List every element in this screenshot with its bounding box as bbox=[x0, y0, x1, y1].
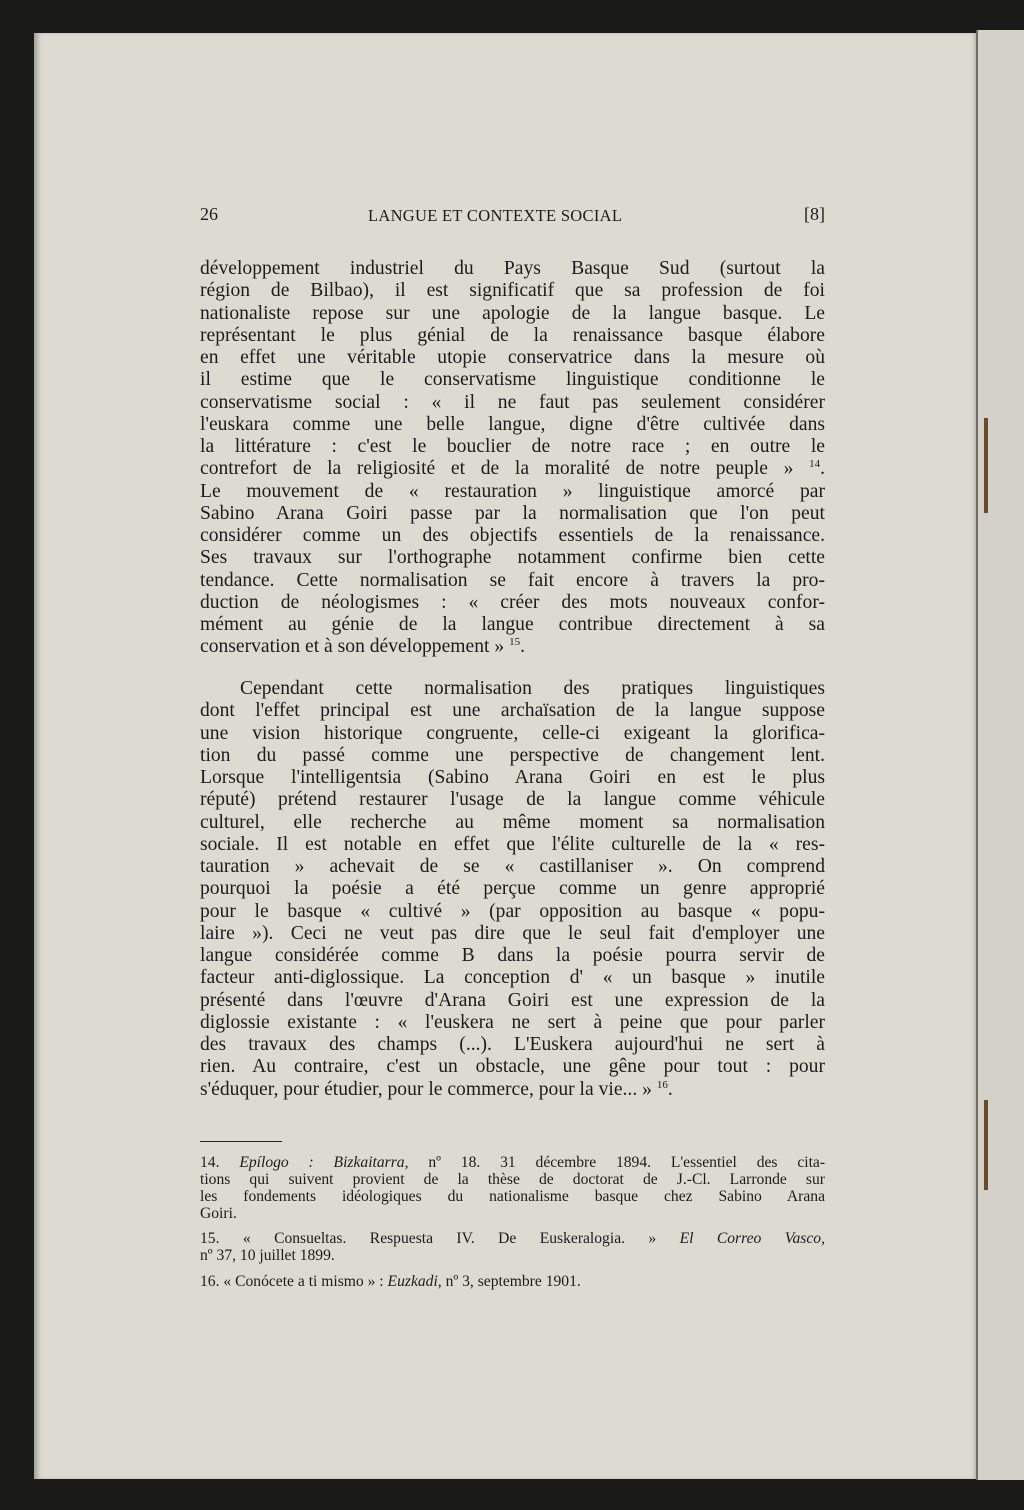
footnote-line bbox=[200, 1230, 825, 1247]
text-line: pourquoi la poésie a été perçue comme un genre approprié bbox=[200, 878, 825, 900]
next-page-edge bbox=[976, 30, 1024, 1480]
text-line: sociale. Il est notable en effet que l'élite culturelle de la « res- bbox=[200, 833, 825, 855]
footnote-text: 16. « Conócete a ti mismo » : bbox=[200, 1273, 388, 1290]
footnote-line bbox=[200, 1171, 825, 1188]
footnote-line bbox=[200, 1273, 825, 1290]
text-line bbox=[200, 636, 825, 658]
footnote-line bbox=[200, 1188, 825, 1205]
text-line: la littérature : c'est le bouclier de notre race ; en outre le bbox=[200, 436, 825, 457]
binding-stitch bbox=[984, 418, 988, 513]
text-line: des travaux des champs (...). L'Euskera aujourd'hui ne sert à bbox=[200, 1034, 825, 1055]
text-line: il estime que le conservatisme linguistique conditionne le bbox=[200, 369, 825, 391]
text-line: conservatisme social : « il ne faut pas seulement considérer bbox=[200, 391, 825, 413]
text-line: tion du passé comme une perspective de changement lent. bbox=[200, 744, 825, 766]
footnote-line bbox=[200, 1154, 825, 1171]
footnote-text: les fondements idéologiques du nationalisme basque chez Sabino Arana bbox=[200, 1188, 825, 1205]
text-line: région de Bilbao), il est significatif que sa profession de foi bbox=[200, 280, 825, 302]
text-line: Sabino Arana Goiri passe par la normalisation que l'on peut bbox=[200, 502, 825, 524]
text-line: facteur anti-diglossique. La conception d' « un basque » inutile bbox=[200, 967, 825, 989]
running-title: LANGUE ET CONTEXTE SOCIAL bbox=[368, 206, 623, 225]
footnote-ref: 14 bbox=[809, 458, 821, 471]
text-line bbox=[200, 1079, 825, 1101]
line-punct: . bbox=[667, 1078, 673, 1100]
text-line: diglossie existante : « l'euskera ne sert à peine que pour parler bbox=[200, 1011, 825, 1033]
text-line: Lorsque l'intelligentsia (Sabino Arana Goiri en est le plus bbox=[200, 767, 825, 788]
footnote-text: Goiri. bbox=[200, 1205, 237, 1222]
text-line: culturel, elle recherche au même moment sa normalisation bbox=[200, 811, 825, 833]
text-line: une vision historique congruente, celle-ci exigeant la glorifica- bbox=[200, 722, 825, 744]
text-line: Ses travaux sur l'orthographe notamment confirme bien cette bbox=[200, 547, 825, 569]
footnote-line bbox=[200, 1247, 825, 1264]
text-line: langue considérée comme B dans la poésie pourra servir de bbox=[200, 945, 825, 966]
footnote-text: tions qui suivent provient de la thèse de doctorat de J.-Cl. Larronde sur bbox=[200, 1171, 825, 1188]
footnote-ref: 16 bbox=[656, 1078, 668, 1091]
footnote-rule bbox=[200, 1141, 282, 1142]
footnote-16 bbox=[200, 1273, 825, 1290]
line-text: conservation et à son développement » bbox=[200, 636, 510, 658]
footnote-text: 15. « Consueltas. Respuesta IV. De Euskeralogia. » bbox=[200, 1230, 680, 1247]
footnote-line bbox=[200, 1205, 825, 1222]
page-number: 26 bbox=[200, 204, 218, 224]
section-number: [8] bbox=[804, 204, 825, 224]
line-text: contrefort de la religiosité et de la moralité de notre peuple » bbox=[200, 458, 810, 480]
line-punct: . bbox=[520, 636, 525, 658]
text-line: l'euskara comme une belle langue, digne d'être cultivée dans bbox=[200, 413, 825, 435]
footnote-text: nº 37, 10 juillet 1899. bbox=[200, 1247, 335, 1264]
binding-stitch bbox=[984, 1100, 988, 1190]
text-line: en effet une véritable utopie conservatrice dans la mesure où bbox=[200, 347, 825, 368]
text-line: présenté dans l'œuvre d'Arana Goiri est une expression de la bbox=[200, 989, 825, 1011]
text-line: considérer comme un des objectifs essentiels de la renaissance. bbox=[200, 525, 825, 546]
footnote-ref: 15 bbox=[509, 636, 521, 649]
text-line: duction de néologismes : « créer des mots nouveaux confor- bbox=[200, 591, 825, 613]
text-line: laire »). Ceci ne veut pas dire que le seul fait d'employer une bbox=[200, 922, 825, 944]
footnote-14 bbox=[200, 1154, 825, 1222]
text-line: mément au génie de la langue contribue directement à sa bbox=[200, 614, 825, 635]
text-line bbox=[200, 458, 825, 480]
paragraph-2 bbox=[200, 678, 825, 1101]
line-text: s'éduquer, pour étudier, pour le commerce, pour la vie... » bbox=[200, 1078, 657, 1100]
footnote-15 bbox=[200, 1230, 825, 1264]
footnote-text: nº 18. 31 décembre 1894. L'essentiel des cita- bbox=[408, 1154, 826, 1171]
paragraph-1 bbox=[200, 258, 825, 659]
running-header bbox=[200, 204, 825, 228]
text-line: réputé) prétend restaurer l'usage de la langue comme véhicule bbox=[200, 789, 825, 811]
footnote-text: 14. bbox=[200, 1154, 240, 1171]
text-line: tendance. Cette normalisation se fait encore à travers la pro- bbox=[200, 569, 825, 591]
text-line: nationaliste repose sur une apologie de la langue basque. Le bbox=[200, 302, 825, 324]
footnote-text: nº 3, septembre 1901. bbox=[441, 1273, 581, 1290]
text-line: pour le basque « cultivé » (par opposition au basque « popu- bbox=[200, 900, 825, 922]
text-line: dont l'effet principal est une archaïsation de la langue suppose bbox=[200, 700, 825, 722]
text-line: tauration » achevait de se « castillaniser ». On comprend bbox=[200, 856, 825, 877]
text-line: rien. Au contraire, c'est un obstacle, une gêne pour tout : pour bbox=[200, 1056, 825, 1078]
citation-title: Epílogo : Bizkaitarra, bbox=[239, 1154, 409, 1171]
citation-title: El Correo Vasco, bbox=[679, 1230, 825, 1247]
text-line: Le mouvement de « restauration » linguistique amorcé par bbox=[200, 480, 825, 502]
text-line: développement industriel du Pays Basque Sud (surtout la bbox=[200, 258, 825, 279]
text-line: représentant le plus génial de la renaissance basque élabore bbox=[200, 324, 825, 346]
text-line: Cependant cette normalisation des pratiques linguistiques bbox=[240, 678, 825, 699]
citation-title: Euzkadi, bbox=[387, 1273, 442, 1290]
line-punct: . bbox=[820, 458, 825, 480]
